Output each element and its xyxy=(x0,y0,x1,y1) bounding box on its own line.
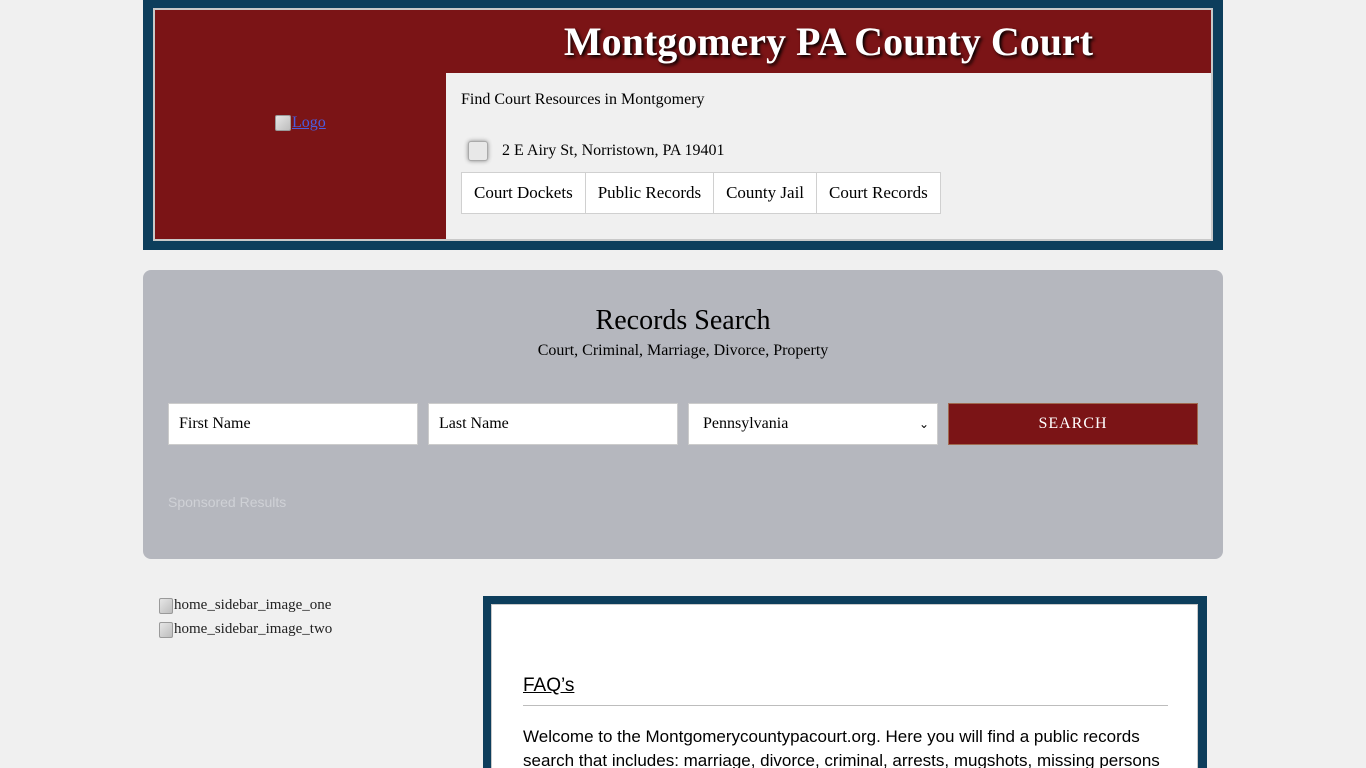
main-nav xyxy=(461,172,941,214)
divider xyxy=(523,705,1168,706)
chevron-down-icon: ⌄ xyxy=(918,417,929,431)
header-content xyxy=(446,73,1211,239)
broken-image-icon xyxy=(159,598,173,614)
broken-image-icon xyxy=(275,115,291,131)
state-select[interactable] xyxy=(688,403,938,445)
first-name-input[interactable] xyxy=(168,403,418,445)
sidebar-image-one-alt: home_sidebar_image_one xyxy=(174,597,332,613)
logo-link[interactable] xyxy=(275,114,326,132)
state-select-value: Pennsylvania xyxy=(703,415,789,432)
site-header xyxy=(143,0,1223,250)
title-bar xyxy=(446,10,1211,73)
nav-court-dockets[interactable]: Court Dockets xyxy=(462,173,586,213)
sidebar-image-one xyxy=(159,597,331,614)
sidebar-image-two xyxy=(159,621,332,638)
nav-court-records[interactable]: Court Records xyxy=(829,183,928,202)
nav-county-jail[interactable]: County Jail xyxy=(714,173,817,213)
main-content xyxy=(491,604,1198,768)
search-button[interactable]: SEARCH xyxy=(948,403,1198,445)
search-subtitle: Court, Criminal, Marriage, Divorce, Property xyxy=(537,342,829,359)
last-name-input[interactable] xyxy=(428,403,678,445)
broken-image-icon xyxy=(159,622,173,638)
address xyxy=(468,141,725,161)
main-content-frame xyxy=(483,596,1207,768)
nav-public-records[interactable]: Public Records xyxy=(586,173,714,213)
location-pin-icon xyxy=(468,141,488,161)
site-title: Montgomery PA County Court xyxy=(563,19,1094,64)
sidebar-image-two-alt: home_sidebar_image_two xyxy=(174,621,333,637)
faq-title-link[interactable]: FAQ’s xyxy=(523,675,575,696)
sponsored-results: Sponsored Results xyxy=(168,494,287,510)
header-frame xyxy=(153,8,1213,241)
tagline: Find Court Resources in Montgomery xyxy=(461,91,705,108)
intro-paragraph: Welcome to the Montgomerycountypacourt.org. Here you will find a public records search that includes: marriage, divorce, criminal, arrests, mugshots, missing persons xyxy=(523,727,1160,768)
address-text: 2 E Airy St, Norristown, PA 19401 xyxy=(502,142,725,159)
logo-panel xyxy=(155,10,446,239)
logo-alt-text: Logo xyxy=(292,114,326,131)
search-title: Records Search xyxy=(595,305,771,336)
records-search-panel xyxy=(143,270,1223,559)
